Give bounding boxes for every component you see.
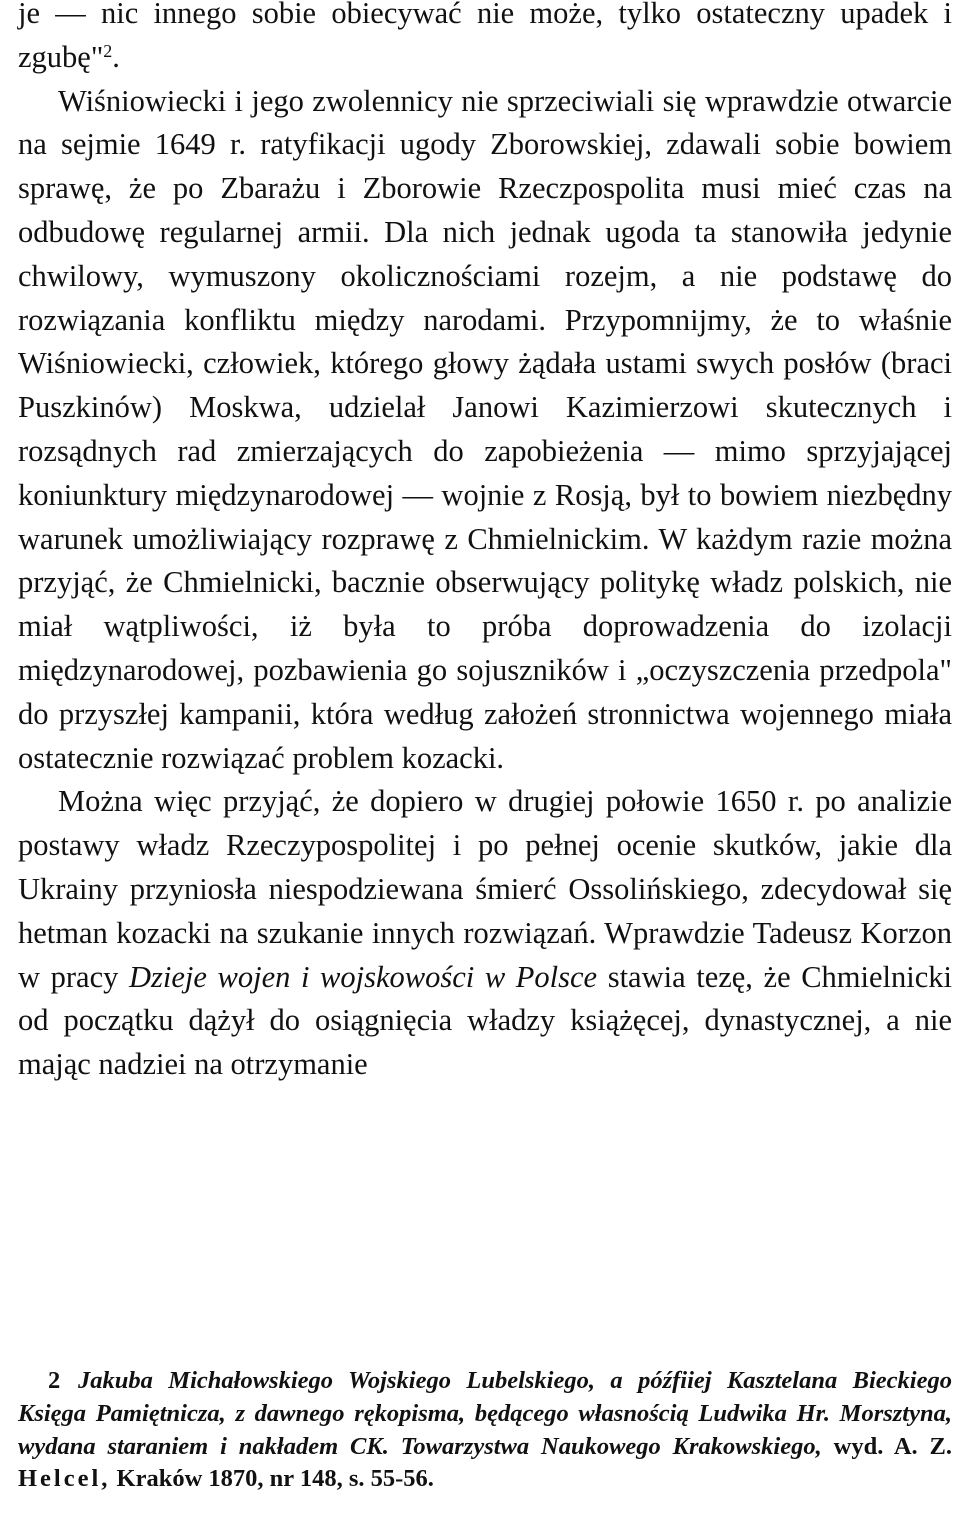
book-title: Dzieje wojen i wojskowości w Polsce — [128, 959, 598, 994]
footnote-ref: 2 — [103, 40, 113, 61]
footnote-editor: Helcel, — [18, 1465, 111, 1493]
footnote — [18, 1365, 952, 1496]
footnote-title: Jakuba Michałowskiego Wojskiego Lubelskiego, a późfiiej Kasztelana Bieckiego Księga Pamiętnicza, z dawnego rękopisma, będącego własnością Ludwika Hr. Morsztyna, wydana staraniem i nakładem CK. Towarzystwa Naukowego Krakowskiego, — [18, 1367, 952, 1460]
paragraph-1 — [18, 0, 952, 80]
paragraph-1-end: . — [112, 39, 120, 74]
footnote-number: 2 — [48, 1367, 61, 1394]
paragraph-2: Wiśniowiecki i jego zwolennicy nie sprzeciwiali się wprawdzie otwarcie na sejmie 1649 r. ratyfikacji ugody Zborowskiej, zdawali sobie bowiem sprawę, że po Zbarażu i Zborowie Rzeczpospolita musi mieć czas na odbudowę regularnej armii. Dla nich jednak ugoda ta stanowiła jedynie chwilowy, wymuszony okolicznościami rozejm, a nie podstawę do rozwiązania konfliktu między narodami. Przypomnijmy, że to właśnie Wiśniowiecki, człowiek, którego głowy żądała ustami swych posłów (braci Puszkinów) Moskwa, udzielał Janowi Kazimierzowi skutecznych i rozsądnych rad zmierzających do zapobieżenia — mimo sprzyjającej koniunktury międzynarodowej — wojnie z Rosją, był to bowiem niezbędny warunek umożliwiający rozprawę z Chmielnickim. W każdym razie można przyjąć, że Chmielnicki, bacznie obserwujący politykę władz polskich, nie miał wątpliwości, iż była to próba doprowadzenia do izolacji międzynarodowej, pozbawienia go sojuszników i „oczyszczenia przedpola" do przyszłej kampanii, która według założeń stronnictwa wojennego miała ostatecznie rozwiązać problem kozacki. — [18, 83, 952, 775]
footnote-tail: Kraków 1870, nr 148, s. 55-56. — [116, 1465, 434, 1493]
paragraph-1-text: je — nic innego sobie obiecywać nie może, tylko ostateczny upadek i zgubę" — [18, 0, 952, 74]
paragraph-3-before: Można więc przyjąć, że dopiero w drugiej połowie 1650 r. po analizie postawy władz Rzeczypospolitej i po pełnej ocenie skutków, jakie dla Ukrainy przyniosła niespodziewana śmierć Ossolińskiego, zdecydował się hetman kozacki na szukanie innych rozwiązań. Wprawdzie Tadeusz Korzon w pracy — [18, 784, 952, 994]
paragraph-3 — [18, 780, 952, 1087]
footnote-wyd: wyd. A. Z. — [833, 1432, 953, 1460]
paragraph-3-after: stawia tezę, że Chmielnicki od początku dążył do osiągnięcia władzy książęcej, dynastycznej, a nie mając nadziei na otrzymanie — [18, 959, 953, 1082]
body-text — [18, 0, 952, 1087]
